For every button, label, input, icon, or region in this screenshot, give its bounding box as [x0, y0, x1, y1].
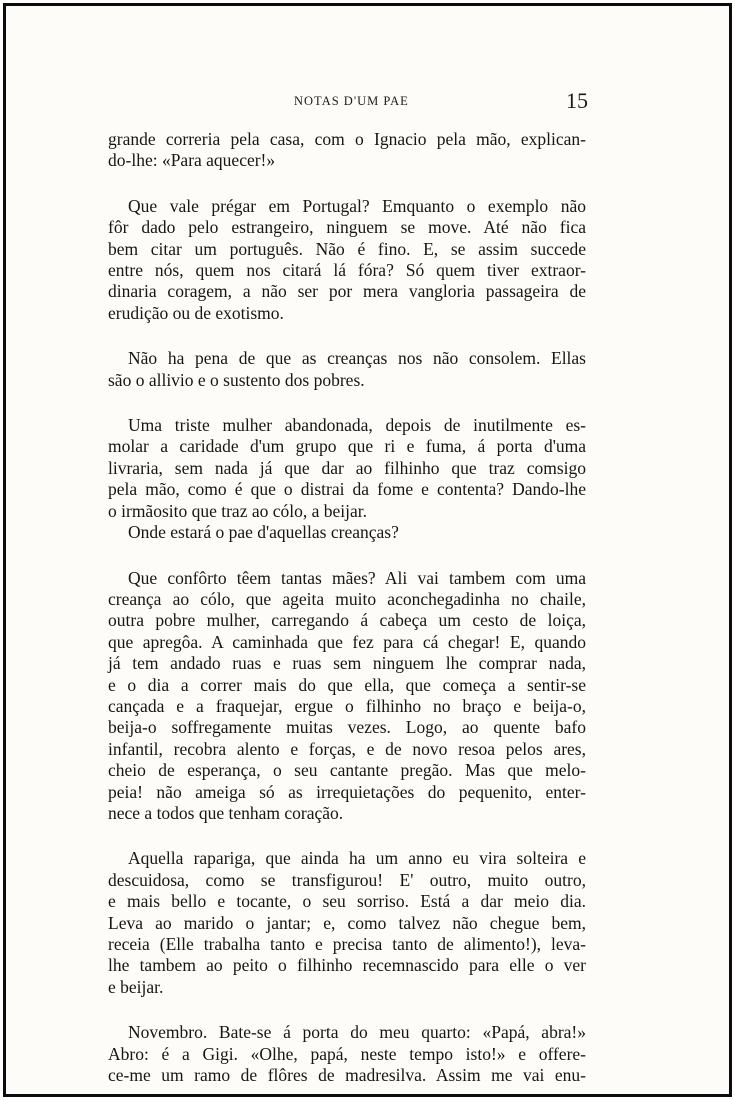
text-line: e beijar. [108, 976, 164, 997]
text-line: pela mão, como é que o distrai da fome e contenta? Dando-lhe [108, 479, 586, 500]
text-line: livraria, sem nada já que dar ao filhinho que traz comsigo [108, 457, 586, 478]
text-line: descuidosa, como se transfigurou! E' outro, muito outro, [108, 869, 586, 890]
text-line: dinaria coragem, a não ser por mera vangloria passageira de [108, 281, 586, 302]
text-line: beija-o soffregamente muitas vezes. Logo, ao quente bafo [108, 717, 586, 738]
text-line: Que vale prégar em Portugal? Emquanto o exemplo não [128, 195, 586, 216]
book-page [3, 3, 732, 1097]
text-line: Não ha pena de que as creanças nos não consolem. Ellas [128, 348, 586, 369]
text-line: molar a caridade d'um grupo que ri e fuma, á porta d'uma [108, 436, 586, 457]
paragraph [108, 415, 586, 522]
text-line: ce-me um ramo de flôres de madresilva. Assim me vai enu- [108, 1065, 586, 1086]
text-line: o irmãosito que traz ao cólo, a beijar. [108, 500, 368, 521]
text-line: peia! não ameiga só as irrequietações do pequenito, enter- [108, 781, 586, 802]
text-line: receia (Elle trabalha tanto e precisa tanto de alimento!), leva- [108, 934, 586, 954]
text-line: entre nós, quem nos citará lá fóra? Só quem tiver extraor- [108, 260, 586, 281]
text-line: do-lhe: «Para aquecer!» [108, 150, 276, 171]
text-line: cançada e a fraquejar, ergue o filhinho no braço e beija-o, [108, 695, 586, 716]
text-line: já tem andado ruas e ruas sem ninguem lhe comprar nada, [108, 653, 586, 674]
text-line: outra pobre mulher, carregando á cabeça um cesto de loiça, [108, 610, 586, 631]
text-line: erudição ou de exotismo. [108, 302, 284, 323]
text-line: fôr dado pelo estrangeiro, ninguem se move. Até não fica [108, 217, 586, 238]
text-line: e mais bello e tocante, o seu sorriso. Está a dar meio dia. [108, 891, 586, 912]
paragraph [108, 1022, 586, 1086]
paragraph [108, 568, 586, 825]
text-line: Aquella rapariga, que ainda ha um anno eu vira solteira e [128, 848, 586, 869]
paragraph [108, 196, 586, 324]
paragraph [108, 348, 586, 391]
text-line: são o allivio e o sustento dos pobres. [108, 369, 365, 390]
text-line: Leva ao marido o jantar; e, como talvez não chegue bem, [108, 912, 586, 933]
text-line: Novembro. Bate-se á porta do meu quarto: «Papá, abra!» [128, 1022, 586, 1043]
text-body [108, 129, 586, 1097]
paragraph [108, 522, 586, 543]
text-line: creança ao cólo, que ageita muito aconchegadinha no chaile, [108, 588, 586, 609]
text-line: Que confôrto têem tantas mães? Ali vai tambem com uma [128, 567, 586, 588]
text-line: que apregôa. A caminhada que fez para cá chegar! E, quando [108, 631, 586, 652]
text-line: nece a todos que tenham coração. [108, 802, 344, 823]
text-line: Abro: é a Gigi. «Olhe, papá, neste tempo isto!» e offere- [108, 1043, 586, 1064]
header-title: NOTAS D'UM PAE [294, 94, 409, 108]
paragraph [108, 129, 586, 172]
text-line: grande correria pela casa, com o Ignacio pela mão, explican- [108, 129, 586, 149]
text-line: lhe tambem ao peito o filhinho recemnascido para elle o ver [108, 955, 586, 976]
running-head [6, 88, 729, 116]
paragraph [108, 848, 586, 998]
text-line: cheio de esperança, o seu cantante pregão. Mas que melo- [108, 760, 586, 781]
text-line: infantil, recobra alento e forças, e de novo resoa pelos ares, [108, 738, 586, 759]
page-number: 15 [566, 88, 588, 113]
text-line: Uma triste mulher abandonada, depois de inutilmente es- [128, 415, 586, 436]
text-line: e o dia a correr mais do que ella, que começa a sentir-se [108, 674, 586, 695]
text-line: Onde estará o pae d'aquellas creanças? [128, 522, 399, 543]
text-line: bem citar um português. Não é fino. E, se assim succede [108, 238, 586, 259]
